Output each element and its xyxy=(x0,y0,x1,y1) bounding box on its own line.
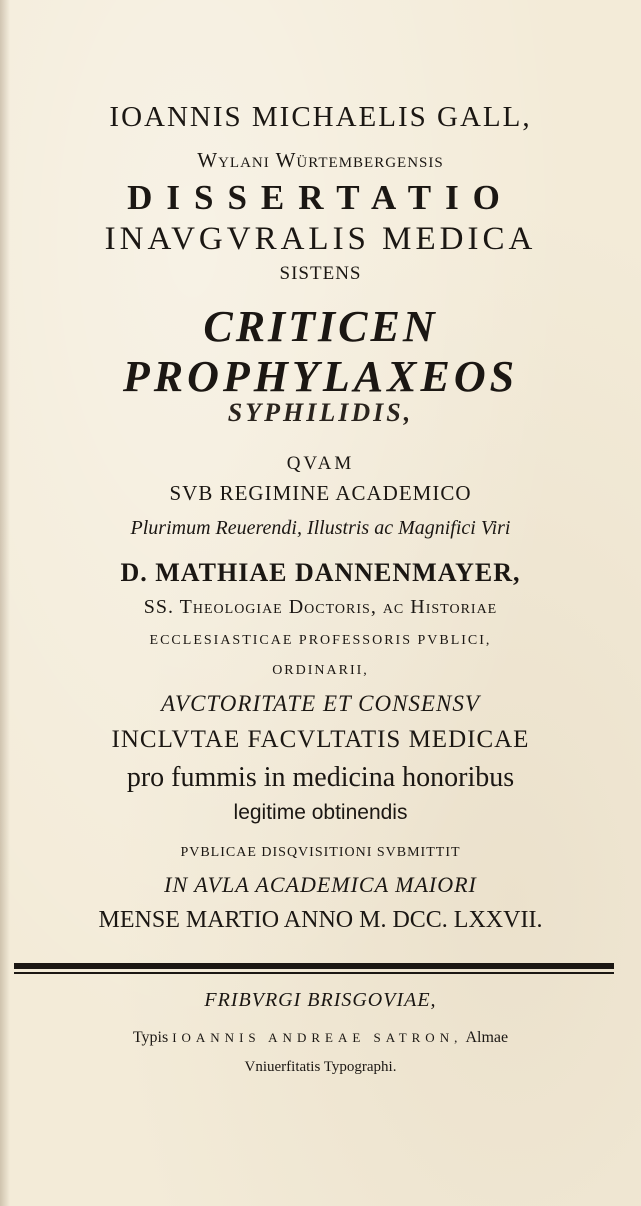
double-rule-divider xyxy=(14,963,614,977)
title-prophylaxeos: PROPHYLAXEOS xyxy=(122,352,519,401)
text-plurimum: Plurimum Reuerendi, Illustris ac Magnifici Viri xyxy=(130,517,511,539)
author-origin: Wylani Würtembergensis xyxy=(197,148,444,172)
text-date: MENSE MARTIO ANNO M. DCC. LXXVII. xyxy=(98,907,543,933)
text-qvam: QVAM xyxy=(286,453,355,474)
text-legitime: legitime obtinendis xyxy=(233,801,408,824)
text-pvblicae: PVBLICAE DISQVISITIONI SVBMITTIT xyxy=(180,845,461,860)
rule-thick xyxy=(14,963,614,969)
title-syphilidis: SYPHILIDIS, xyxy=(227,398,414,427)
rule-thin xyxy=(14,972,614,974)
text-inclvtae: INCLVTAE FACVLTATIS MEDICAE xyxy=(111,726,530,753)
text-in-avla: IN AVLA ACADEMICA MAIORI xyxy=(164,872,477,897)
praeses-name: D. MATHIAE DANNENMAYER, xyxy=(120,558,521,587)
title-criticen: CRITICEN xyxy=(203,302,438,351)
title-sistens: SISTENS xyxy=(279,263,362,284)
praeses-professorship: ECCLESIASTICAE PROFESSORIS PVBLICI, xyxy=(149,633,492,648)
text-svb-regimine: SVB REGIMINE ACADEMICO xyxy=(169,481,472,505)
text-pro-summis: pro fummis in medicina honoribus xyxy=(126,762,515,793)
imprint-printer-name: IOANNIS ANDREAE SATRON, xyxy=(172,1030,463,1045)
praeses-title: SS. Theologiae Doctoris, ac Historiae xyxy=(143,596,498,618)
imprint-universitatis: Vniuerfitatis Typographi. xyxy=(244,1059,397,1075)
imprint-printer-line xyxy=(0,1030,641,1046)
praeses-ordinarii: ORDINARII, xyxy=(272,663,369,678)
text-avctoritate: AVCTORITATE ET CONSENSV xyxy=(161,691,480,716)
title-dissertatio: DISSERTATIO xyxy=(127,178,514,217)
imprint-place: FRIBVRGI BRISGOVIAE, xyxy=(204,989,437,1011)
author-name: IOANNIS MICHAELIS GALL, xyxy=(109,101,532,133)
title-inauguralis: INAVGVRALIS MEDICA xyxy=(104,221,537,257)
imprint-almae: Almae xyxy=(465,1029,509,1046)
imprint-typis: Typis xyxy=(132,1029,169,1046)
